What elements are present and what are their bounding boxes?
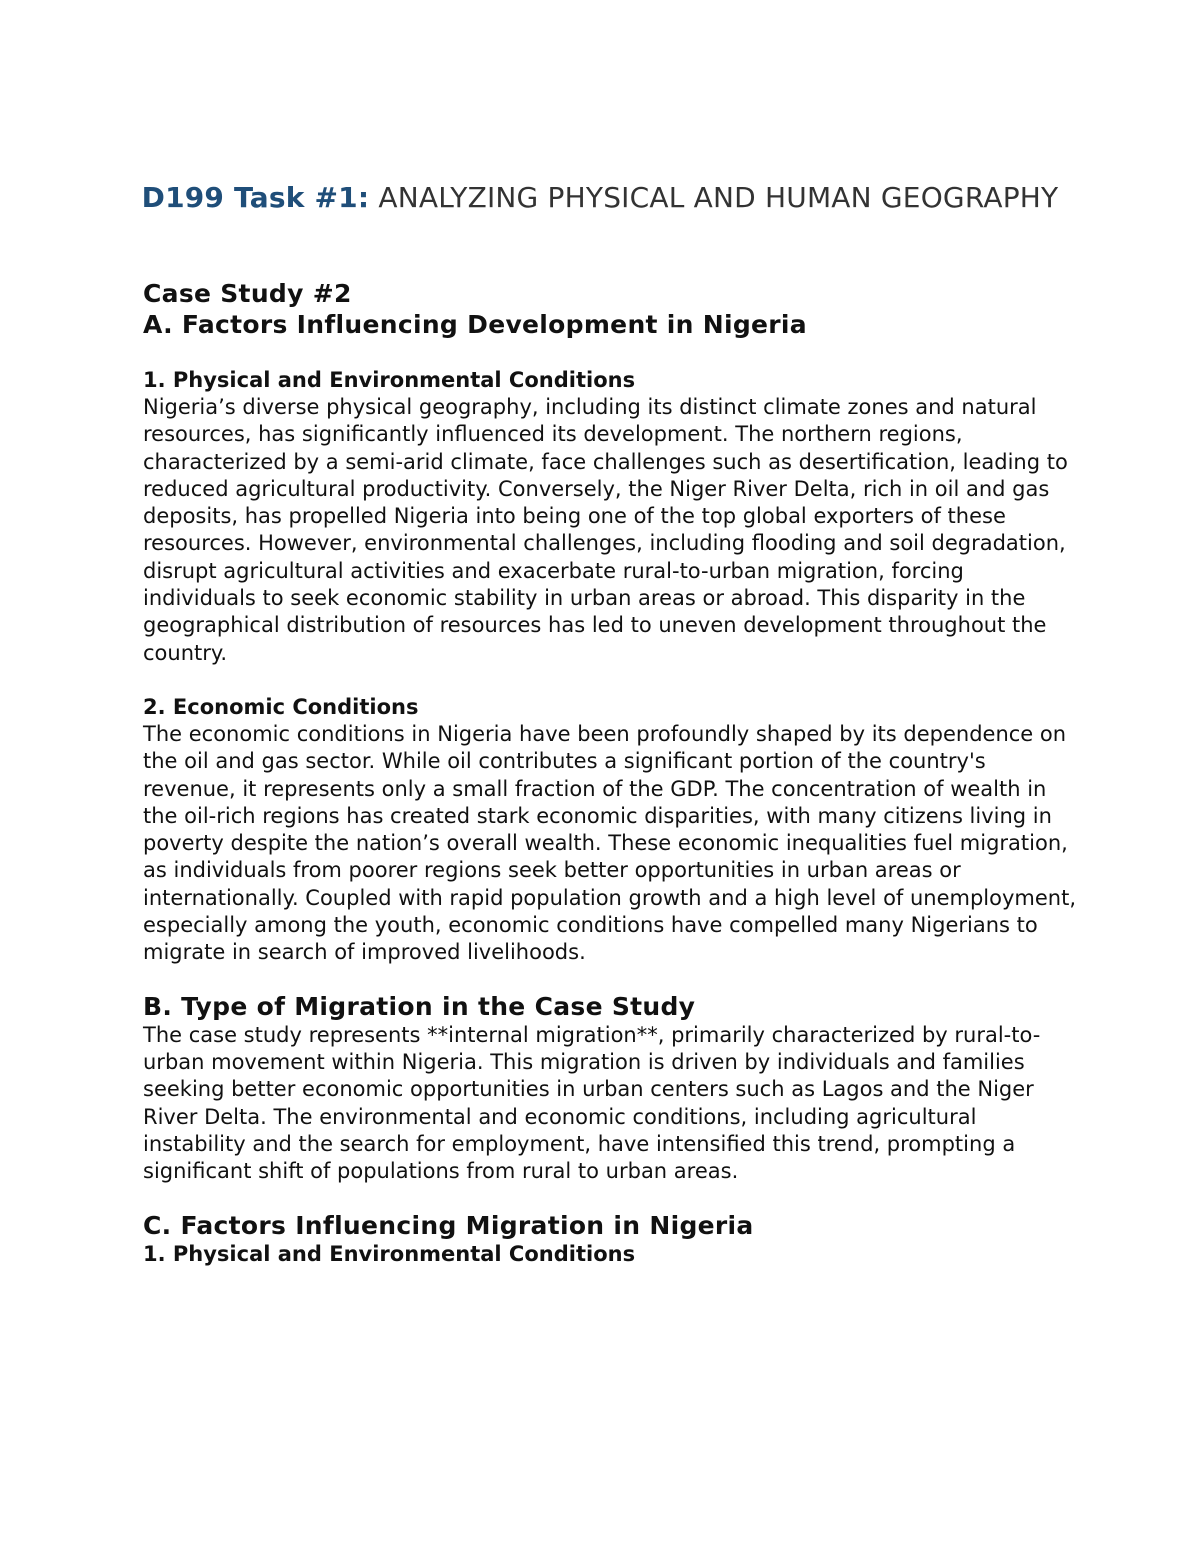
section-b-heading: B. Type of Migration in the Case Study (143, 991, 696, 1021)
section-c-sub1-heading: 1. Physical and Environmental Conditions (143, 1242, 636, 1267)
section-a-heading: A. Factors Influencing Development in Nigeria (143, 310, 807, 339)
section-a-sub1-heading: 1. Physical and Environmental Conditions (143, 368, 636, 392)
section-c-heading: C. Factors Influencing Migration in Nigeria (143, 1211, 754, 1241)
section-a-sub2-paragraph: The economic conditions in Nigeria have been profoundly shaped by its dependence on the oil and gas sector. While oil contributes a significant portion of the country's revenue, it represents only a small fraction of the GDP. The concentration of wealth in the oil-rich regions has created stark economic disparities, with many citizens living in poverty despite the nation’s overall wealth. These economic inequalities fuel migration, as individuals from poorer regions seek better opportunities in urban areas or internationally. Coupled with rapid population growth and a high level of unemployment, especially among the youth, economic conditions have compelled many Nigerians to migrate in search of improved livelihoods. (143, 721, 1077, 965)
document-title (0, 176, 1200, 220)
section-a-sub2-heading: 2. Economic Conditions (143, 694, 419, 719)
title-main: ANALYZING PHYSICAL AND HUMAN GEOGRAPHY (369, 181, 1059, 214)
document-body (143, 278, 1083, 1268)
title-prefix: D199 Task #1: (141, 181, 370, 214)
section-b-paragraph: The case study represents **internal migration**, primarily characterized by rural-to-urban movement within Nigeria. This migration is driven by individuals and families seeking better economic opportunities in urban centers such as Lagos and the Niger River Delta. The environmental and economic conditions, including agricultural instability and the search for employment, have intensified this trend, prompting a significant shift of populations from rural to urban areas. (143, 1022, 1041, 1184)
section-a-sub1-paragraph: Nigeria’s diverse physical geography, including its distinct climate zones and natural resources, has significantly influenced its development. The northern regions, characterized by a semi-arid climate, face challenges such as desertification, leading to reduced agricultural productivity. Conversely, the Niger River Delta, rich in oil and gas deposits, has propelled Nigeria into being one of the top global exporters of these resources. However, environmental challenges, including flooding and soil degradation, disrupt agricultural activities and exacerbate rural-to-urban migration, forcing individuals to seek economic stability in urban areas or abroad. This disparity in the geographical distribution of resources has led to uneven development throughout the country. (143, 395, 1068, 665)
case-study-heading: Case Study #2 (143, 279, 352, 308)
